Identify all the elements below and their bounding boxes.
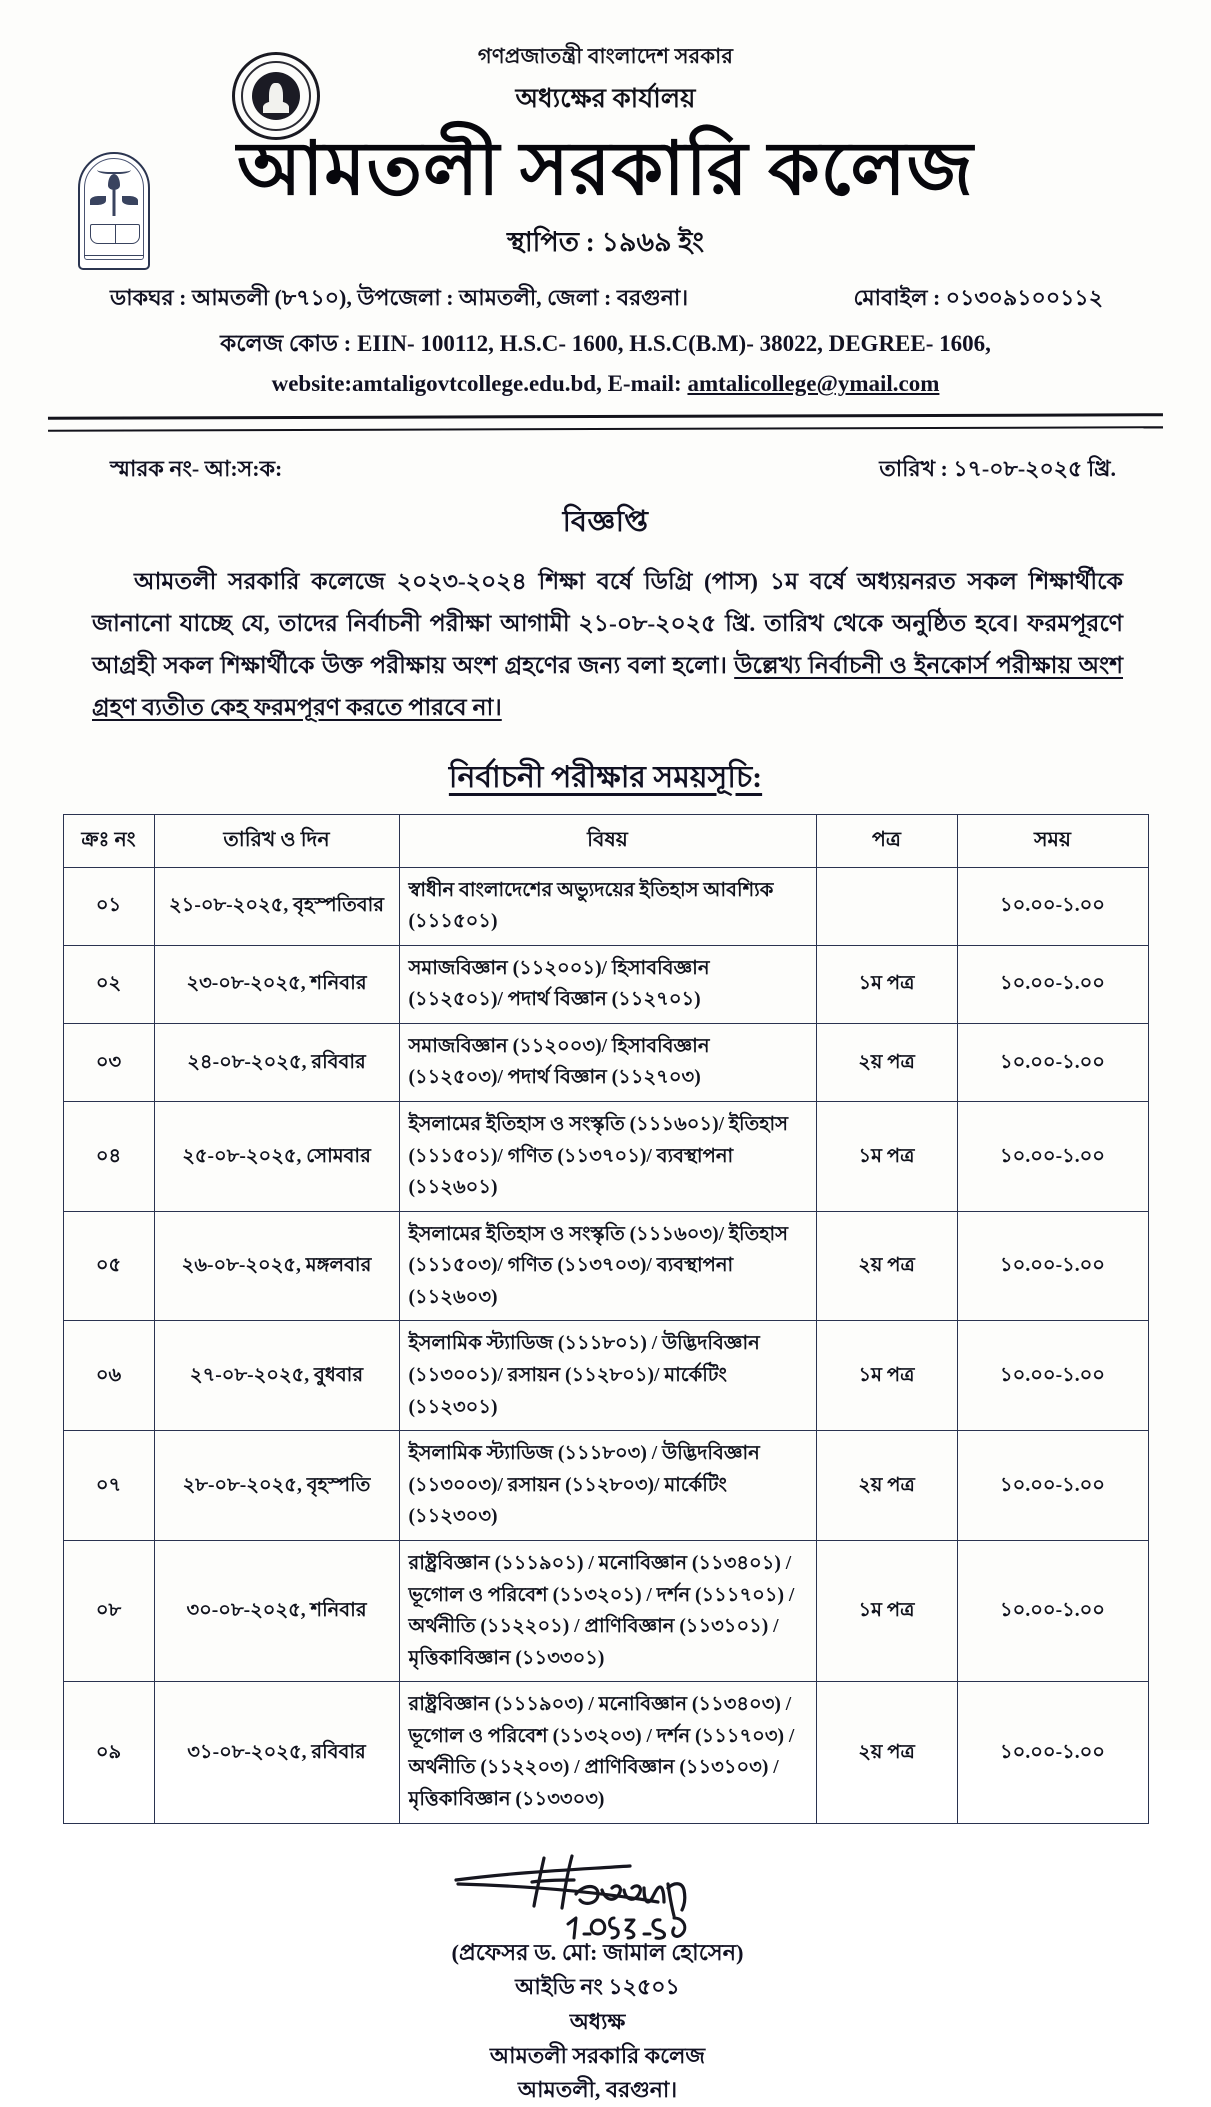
column-header-subject: বিষয় [399,815,816,867]
cell-paper: ১ম পত্র [816,1102,957,1212]
memo-date: তারিখ : ১৭-০৮-২০২৫ খ্রি. [879,456,1116,482]
cell-date: ২১-০৮-২০২৫, বৃহস্পতিবার [154,867,399,945]
cell-sl: ০৩ [63,1023,154,1101]
principal-designation: অধ্যক্ষ [569,2008,626,2034]
cell-paper [816,867,957,945]
established-line: স্থাপিত : ১৯৬৯ ইং [506,227,705,258]
cell-date: ৩১-০৮-২০২৫, রবিবার [154,1682,399,1823]
signature-block [0,1850,1211,2107]
cell-subject: সমাজবিজ্ঞান (১১২০০৩)/ হিসাববিজ্ঞান (১১২৫০৩)/ পদার্থ বিজ্ঞান (১১২৭০৩) [399,1023,816,1101]
table-row [63,945,1148,1023]
cell-sl: ০১ [63,867,154,945]
cell-paper: ১ম পত্র [816,1321,957,1431]
memo-number: স্মারক নং- আ:স:ক: [110,456,283,482]
cell-paper: ২য় পত্র [816,1682,957,1823]
cell-sl: ০৯ [63,1682,154,1823]
cell-sl: ০৬ [63,1321,154,1431]
cell-paper: ২য় পত্র [816,1431,957,1541]
cell-sl: ০২ [63,945,154,1023]
cell-subject: রাষ্ট্রবিজ্ঞান (১১১৯০৩) / মনোবিজ্ঞান (১১৩৪০৩) / ভূগোল ও পরিবেশ (১১৩২০৩) / দর্শন (১১১৭০৩) / অর্থনীতি (১১২২০৩) / প্রাণিবিজ্ঞান (১১৩১০৩) / মৃত্তিকাবিজ্ঞান (১১৩৩০৩) [399,1682,816,1823]
column-header-sl: ক্রঃ নং [63,815,154,867]
table-row [63,1431,1148,1541]
cell-paper: ১ম পত্র [816,945,957,1023]
mobile-number: মোবাইল : ০১৩০৯১০০১১২ [853,285,1103,311]
exam-schedule-table [63,814,1149,1823]
cell-time: ১০.০০-১.০০ [957,945,1148,1023]
cell-date: ২৬-০৮-২০২৫, মঙ্গলবার [154,1211,399,1321]
postal-address: ডাকঘর : আমতলী (৮৭১০), উপজেলা : আমতলী, জেলা : বরগুনা। [110,285,689,311]
cell-date: ২৩-০৮-২০২৫, শনিবার [154,945,399,1023]
cell-paper: ২য় পত্র [816,1211,957,1321]
cell-subject: স্বাধীন বাংলাদেশের অভ্যুদয়ের ইতিহাস আবশ্যিক (১১১৫০১) [399,867,816,945]
cell-paper: ১ম পত্র [816,1540,957,1681]
cell-subject: ইসলামের ইতিহাস ও সংস্কৃতি (১১১৬০১)/ ইতিহাস (১১১৫০১)/ গণিত (১১৩৭০১)/ ব্যবস্থাপনা (১১২৬০১) [399,1102,816,1212]
cell-time: ১০.০০-১.০০ [957,1682,1148,1823]
government-line: গণপ্রজাতন্ত্রী বাংলাদেশ সরকার [477,44,734,68]
table-row [63,1540,1148,1681]
cell-sl: ০৮ [63,1540,154,1681]
table-row [63,1682,1148,1823]
cell-subject: ইসলামের ইতিহাস ও সংস্কৃতি (১১১৬০৩)/ ইতিহাস (১১১৫০৩)/ গণিত (১১৩৭০৩)/ ব্যবস্থাপনা (১১২৬০৩) [399,1211,816,1321]
college-name: আমতলী সরকারি কলেজ [237,129,974,212]
address-row [70,281,1141,318]
header-divider [48,413,1163,432]
table-row [63,1211,1148,1321]
cell-sl: ০৪ [63,1102,154,1212]
cell-date: ২৪-০৮-২০২৫, রবিবার [154,1023,399,1101]
cell-time: ১০.০০-১.০০ [957,1431,1148,1541]
column-header-paper: পত্র [816,815,957,867]
table-body [63,867,1148,1823]
cell-subject: ইসলামিক স্ট্যাডিজ (১১১৮০১) / উদ্ভিদবিজ্ঞান (১১৩০০১)/ রসায়ন (১১২৮০১)/ মার্কেটিং (১১২৩০১) [399,1321,816,1431]
cell-sl: ০৭ [63,1431,154,1541]
cell-date: ৩০-০৮-২০২৫, শনিবার [154,1540,399,1681]
table-row [63,1321,1148,1431]
table-row [63,867,1148,945]
schedule-heading-text: নির্বাচনী পরীক্ষার সময়সূচি: [448,761,763,795]
college-code-line: কলেজ কোড : EIIN- 100112, H.S.C- 1600, H.S.C(B.M)- 38022, DEGREE- 1606, [220,331,991,357]
notice-paragraph-main: আমতলী সরকারি কলেজে ২০২৩-২০২৪ শিক্ষা বর্ষে ডিগ্রি (পাস) ১ম বর্ষে অধ্যয়নরত সকল শিক্ষার্থীকে জানানো যাচ্ছে যে, তাদের নির্বাচনী পরীক্ষা আগামী ২১-০৮-২০২৫ খ্রি. তারিখ থেকে অনুষ্ঠিত হবে। ফরমপূরণে আগ্রহী সকল শিক্ষার্থীকে উক্ত পরীক্ষায় অংশ গ্রহণের জন্য বলা হলো। [92,569,1123,679]
column-header-date: তারিখ ও দিন [154,815,399,867]
website-line [70,371,1141,397]
table-row [63,1102,1148,1212]
institution-location: আমতলী, বরগুনা। [517,2076,678,2102]
cell-time: ১০.০০-১.০০ [957,1023,1148,1101]
letterhead [0,0,1211,397]
notice-paragraph-emphasis: উল্লেখ্য নির্বাচনী ও ইনকোর্স পরীক্ষায় অংশ গ্রহণ ব্যতীত কেহ ফরমপূরণ করতে পারবে না। [92,652,1123,721]
institution-name: আমতলী সরকারি কলেজ [489,2042,706,2068]
principal-name: (প্রফেসর ড. মো: জামাল হোসেন) [451,1939,744,1965]
cell-time: ১০.০০-১.০০ [957,1540,1148,1681]
cell-time: ১০.০০-১.০০ [957,1102,1148,1212]
memo-row [0,430,1211,489]
email-link[interactable]: amtalicollege@ymail.com [687,371,940,397]
cell-date: ২৫-০৮-২০২৫, সোমবার [154,1102,399,1212]
cell-date: ২৭-০৮-২০২৫, বুধবার [154,1321,399,1431]
office-line: অধ্যক্ষের কার্যালয় [515,84,696,114]
cell-time: ১০.০০-১.০০ [957,1211,1148,1321]
handwritten-signature [448,1850,748,1942]
table-header-row [63,815,1148,867]
cell-sl: ০৫ [63,1211,154,1321]
website-label: website:amtaligovtcollege.edu.bd, E-mail: [271,371,688,397]
cell-date: ২৮-০৮-২০২৫, বৃহস্পতি [154,1431,399,1541]
cell-subject: ইসলামিক স্ট্যাডিজ (১১১৮০৩) / উদ্ভিদবিজ্ঞান (১১৩০০৩)/ রসায়ন (১১২৮০৩)/ মার্কেটিং (১১২৩০৩) [399,1431,816,1541]
cell-subject: রাষ্ট্রবিজ্ঞান (১১১৯০১) / মনোবিজ্ঞান (১১৩৪০১) / ভূগোল ও পরিবেশ (১১৩২০১) / দর্শন (১১১৭০১) / অর্থনীতি (১১২২০১) / প্রাণিবিজ্ঞান (১১৩১০১) / মৃত্তিকাবিজ্ঞান (১১৩৩০১) [399,1540,816,1681]
cell-paper: ২য় পত্র [816,1023,957,1101]
principal-id: আইডি নং ১২৫০১ [515,1974,680,2000]
notice-paragraph [92,562,1123,729]
cell-time: ১০.০০-১.০০ [957,867,1148,945]
cell-subject: সমাজবিজ্ঞান (১১২০০১)/ হিসাববিজ্ঞান (১১২৫০১)/ পদার্থ বিজ্ঞান (১১২৭০১) [399,945,816,1023]
bangladesh-govt-seal-icon [232,52,320,140]
schedule-heading [0,753,1211,804]
column-header-time: সময় [957,815,1148,867]
table-row [63,1023,1148,1101]
notice-heading: বিজ্ঞপ্তি [562,506,649,539]
cell-time: ১০.০০-১.০০ [957,1321,1148,1431]
college-logo-icon [78,152,150,270]
